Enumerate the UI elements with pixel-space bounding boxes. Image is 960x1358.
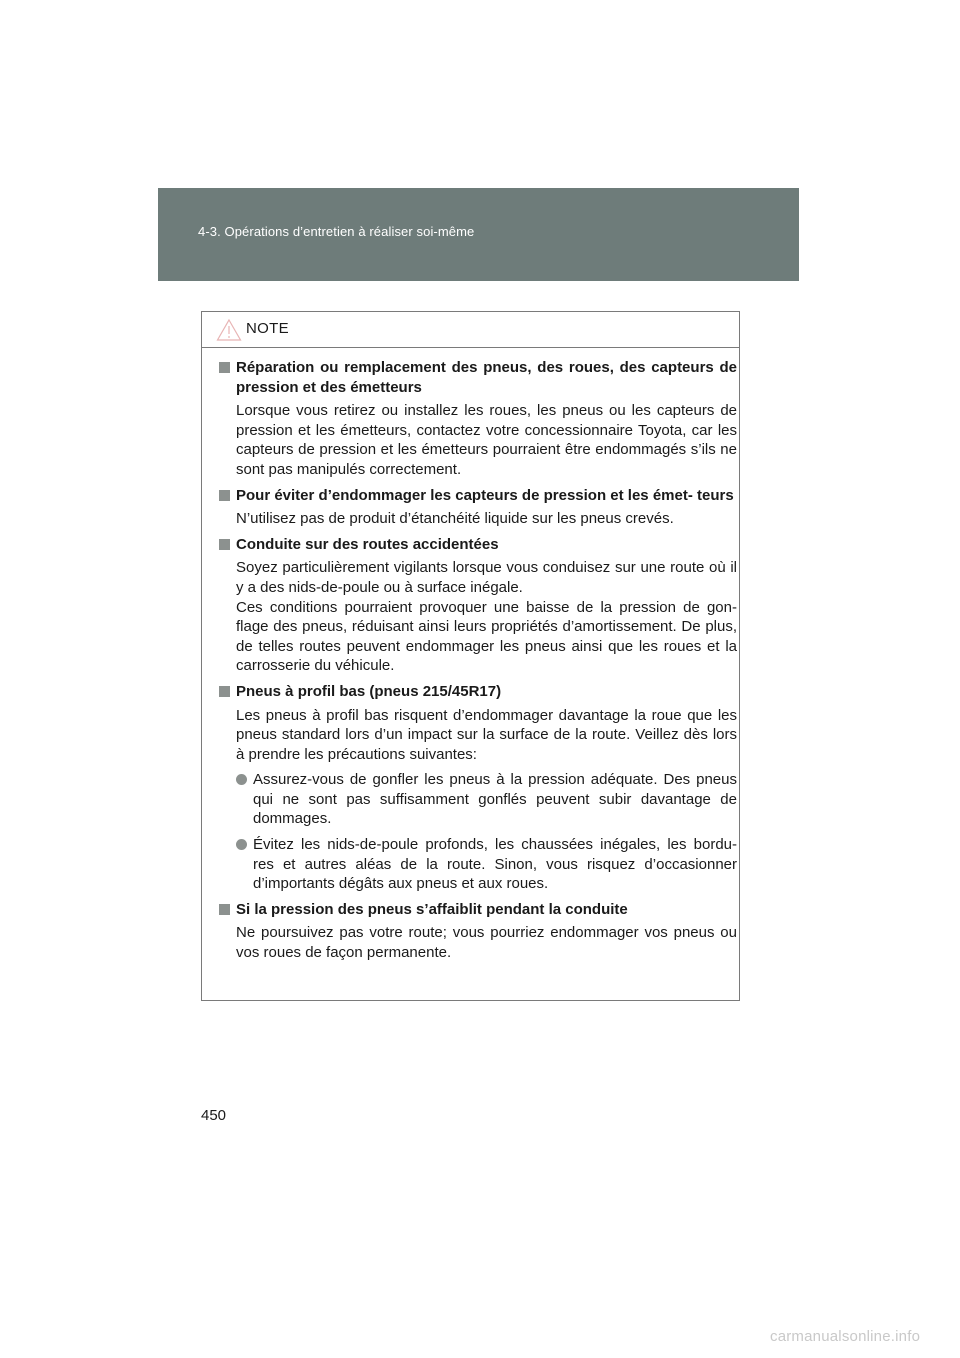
- paragraph: Lorsque vous retirez ou installez les roues, les pneus ou les capteurs de pression et les émetteurs, contactez votre concessionnaire Toyota, car les capteurs de pression et les émetteurs pourraient être endommagés s’ils ne sont pas manipulés correctement.: [236, 402, 737, 478]
- section-title: [219, 535, 737, 555]
- section-title-text: Pour éviter d’endommager les capteurs de pression et les émet- teurs: [236, 486, 734, 504]
- paragraph: Ne poursuivez pas votre route; vous pourriez endommager vos pneus ou vos roues de façon permanente.: [236, 924, 737, 962]
- note-body: [219, 352, 737, 963]
- square-bullet-icon: [219, 362, 230, 373]
- note-section: [219, 535, 737, 676]
- note-label: NOTE: [246, 320, 289, 337]
- list-item-text: Assurez-vous de gonfler les pneus à la pression adéquate. Des pneus qui ne sont pas suffisamment gonflés peuvent subir davantage de dommages.: [253, 771, 737, 828]
- note-section: [219, 486, 737, 529]
- section-title-text: Pneus à profil bas (pneus 215/45R17): [236, 682, 502, 700]
- note-section: [219, 358, 737, 480]
- section-title: [219, 358, 737, 397]
- paragraph: N’utilisez pas de produit d’étanchéité liquide sur les pneus crevés.: [236, 510, 674, 528]
- paragraph: Soyez particulièrement vigilants lorsque vous conduisez sur une route où il y a des nids-de-poule ou à surface inégale.: [236, 559, 737, 596]
- chapter-header: [158, 188, 799, 281]
- square-bullet-icon: [219, 686, 230, 697]
- circle-bullet-icon: [236, 774, 247, 785]
- chapter-title: 4-3. Opérations d’entretien à réaliser soi-même: [198, 224, 475, 239]
- section-title: [219, 682, 737, 702]
- section-title-text: Si la pression des pneus s’affaiblit pendant la conduite: [236, 900, 628, 918]
- section-title: [219, 486, 737, 506]
- square-bullet-icon: [219, 904, 230, 915]
- section-title: [219, 900, 737, 920]
- warning-triangle-icon: [216, 318, 242, 342]
- list-item-text: Évitez les nids-de-poule profonds, les chaussées inégales, les bordu- res et autres aléas de la route. Sinon, vous risquez d’occasionner d’importants dégâts aux pneus et aux roues.: [253, 836, 737, 893]
- note-box: [201, 311, 740, 1001]
- list-item: [219, 770, 737, 829]
- page-number: 450: [201, 1107, 227, 1124]
- paragraph: Ces conditions pourraient provoquer une baisse de la pression de gon- flage des pneus, réduisant ainsi leurs propriétés d’amortissement. De plus, de telles routes peuvent endommager les pneus ainsi que les roues et la carrosserie du véhicule.: [236, 598, 737, 675]
- square-bullet-icon: [219, 539, 230, 550]
- square-bullet-icon: [219, 490, 230, 501]
- section-title-text: Réparation ou remplacement des pneus, des roues, des capteurs de pression et des émetteurs: [236, 359, 737, 396]
- section-title-text: Conduite sur des routes accidentées: [236, 535, 499, 553]
- paragraph: Les pneus à profil bas risquent d’endommager davantage la roue que les pneus standard lors d’un impact sur la surface de la route. Veillez dès lors à prendre les précautions suivantes:: [236, 706, 737, 763]
- circle-bullet-icon: [236, 839, 247, 850]
- note-header: [202, 312, 739, 348]
- note-section: [219, 900, 737, 963]
- note-section: [219, 682, 737, 894]
- watermark: carmanualsonline.info: [770, 1328, 921, 1345]
- list-item: [219, 835, 737, 894]
